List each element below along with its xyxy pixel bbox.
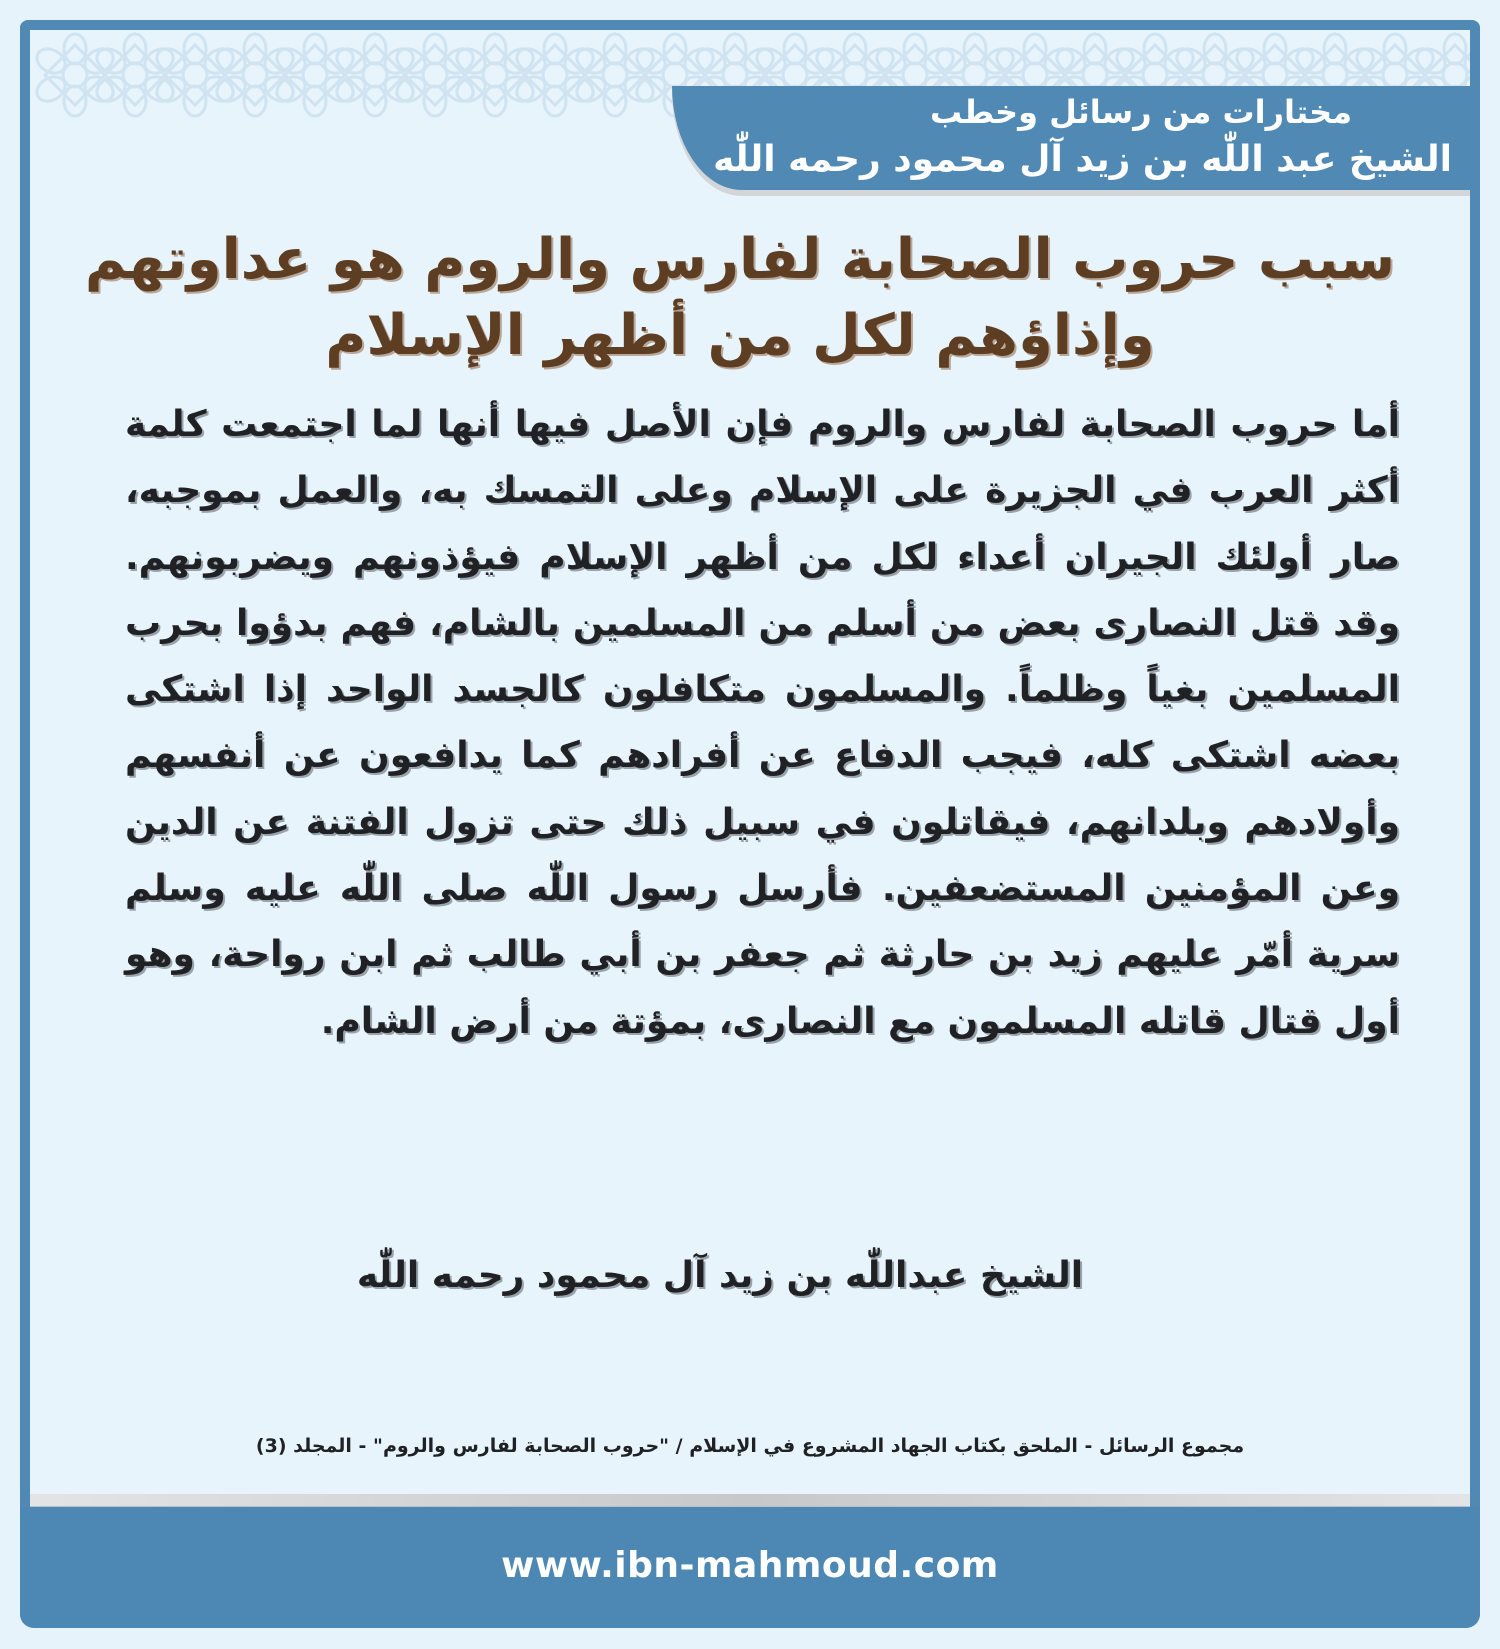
website-link[interactable]: www.ibn-mahmoud.com xyxy=(501,1545,999,1586)
signature: الشيخ عبداللّٰه بن زيد آل محمود رحمه اللّٰه xyxy=(356,1255,1084,1296)
divider xyxy=(30,1494,1470,1507)
footer-bar xyxy=(20,1507,1480,1628)
author-name: الشيخ عبد اللّٰه بن زيد آل محمود رحمه اللّٰه xyxy=(713,139,1452,180)
source-citation: مجموع الرسائل - الملحق بكتاب الجهاد المشروع في الإسلام / "حروب الصحابة لفارس والروم" - المجلد (3) xyxy=(255,1435,1245,1457)
article-body: أما حروب الصحابة لفارس والروم فإن الأصل فيها أنها لما اجتمعت كلمة أكثر العرب في الجزيرة على الإسلام وعلى التمسك به، والعمل بموجبه، صار أولئك الجيران أعداء لكل من أظهر الإسلام فيؤذونهم ويضربونهم. وقد قتل النصارى بعض من أسلم من المسلمين بالشام، فهم بدؤوا بحرب المسلمين بغياً وظلماً. والمسلمون متكافلون كالجسد الواحد إذا اشتكى بعضه اشتكى كله، فيجب الدفاع عن أفرادهم كما يدافعون عن أنفسهم وأولادهم وبلدانهم، فيقاتلون في سبيل ذلك حتى تزول الفتنة عن الدين وعن المؤمنين المستضعفين. فأرسل رسول اللّٰه صلى اللّٰه عليه وسلم سرية أمّر عليهم زيد بن حارثة ثم جعفر بن أبي طالب ثم ابن رواحة، وهو أول قتال قاتله المسلمون مع النصارى، بمؤتة من أرض الشام. xyxy=(125,404,1400,1042)
article-title: سبب حروب الصحابة لفارس والروم هو عداوتهم وإذاؤهم لكل من أظهر الإسلام xyxy=(84,227,1396,368)
header-banner xyxy=(672,86,1470,190)
series-title: مختارات من رسائل وخطب xyxy=(929,93,1352,131)
